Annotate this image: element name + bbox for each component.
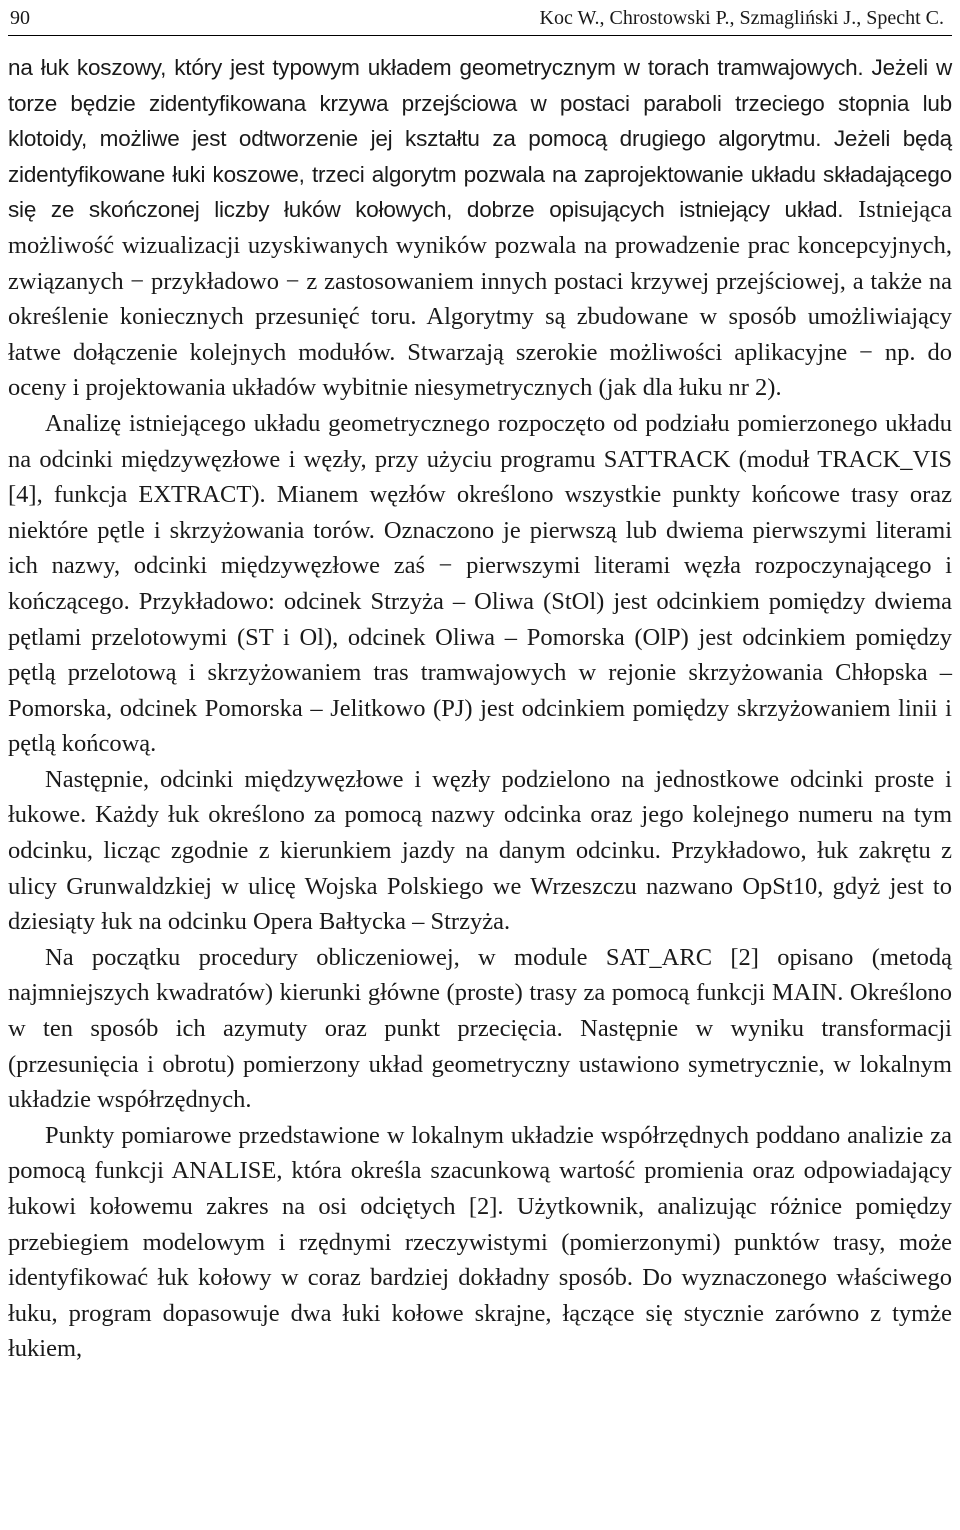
page-number: 90	[10, 7, 30, 29]
paragraph-1-sans-segment: na łuk koszowy, który jest typowym układem geometrycznym w torach tramwajowych. Jeżeli w torze będzie zidentyfikowana krzywa przejściowa w postaci paraboli trzeciego stopnia lub klotoidy, możliwe jest odtworzenie jej kształtu za pomocą drugiego algorytmu. Jeżeli będą zidentyfikowane łuki koszowe, trzeci algorytm pozwala na zaprojektowanie układu składającego się ze skończonej liczby łuków kołowych, dobrze opisujących istniejący układ.	[8, 55, 952, 223]
paragraph-1	[8, 50, 952, 406]
paragraph-1-serif-segment: Istniejąca możliwość wizualizacji uzyskiwanych wyników pozwala na prowadzenie prac koncepcyjnych, związanych − przykładowo − z zastosowaniem innych postaci krzywej przejściowej, a także na określenie koniecznych przesunięć toru. Algorytmy są zbudowane w sposób umożliwiający łatwe dołączenie kolejnych modułów. Stwarzają szerokie możliwości aplikacyjne − np. do oceny i projektowania układów wybitnie niesymetrycznych (jak dla łuku nr 2).	[8, 196, 952, 402]
document-page	[8, 0, 952, 1367]
paragraph-2: Analizę istniejącego układu geometrycznego rozpoczęto od podziału pomierzonego układu na odcinki międzywęzłowe i węzły, przy użyciu programu SATTRACK (moduł TRACK_VIS [4], funkcja EXTRACT). Mianem węzłów określono wszystkie punkty końcowe trasy oraz niektóre pętle i skrzyżowania torów. Oznaczono je pierwszą lub dwiema pierwszymi literami ich nazwy, odcinki międzywęzłowe zaś − pierwszymi literami węzła rozpoczynającego i kończącego. Przykładowo: odcinek Strzyża – Oliwa (StOl) jest odcinkiem pomiędzy dwiema pętlami przelotowymi (ST i Ol), odcinek Oliwa – Pomorska (OlP) jest odcinkiem pomiędzy pętlą przelotową i skrzyżowaniem tras tramwajowych w rejonie skrzyżowania Chłopska – Pomorska, odcinek Pomorska – Jelitkowo (PJ) jest odcinkiem pomiędzy skrzyżowaniem linii i pętlą końcową.	[8, 409, 952, 758]
running-header-authors: Koc W., Chrostowski P., Szmagliński J., Specht C.	[539, 7, 944, 29]
paragraph-3: Następnie, odcinki międzywęzłowe i węzły podzielono na jednostkowe odcinki proste i łukowe. Każdy łuk określono za pomocą nazwy odcinka oraz jego kolejnego numeru na tym odcinku, licząc zgodnie z kierunkiem jazdy na danym odcinku. Przykładowo, łuk zakrętu z ulicy Grunwaldzkiej w ulicę Wojska Polskiego we Wrzeszczu nazwano OpSt10, gdyż jest to dziesiąty łuk na odcinku Opera Bałtycka – Strzyża.	[8, 765, 952, 936]
body-text	[8, 50, 952, 1367]
running-header	[8, 0, 952, 36]
paragraph-4: Na początku procedury obliczeniowej, w module SAT_ARC [2] opisano (metodą najmniejszych kwadratów) kierunki główne (proste) trasy za pomocą funkcji MAIN. Określono w ten sposób ich azymuty oraz punkt przecięcia. Następnie w wyniku transformacji (przesunięcia i obrotu) pomierzony układ geometryczny ustawiono symetrycznie, w lokalnym układzie współrzędnych.	[8, 943, 952, 1114]
paragraph-5: Punkty pomiarowe przedstawione w lokalnym układzie współrzędnych poddano analizie za pomocą funkcji ANALISE, która określa szacunkową wartość promienia oraz odpowiadający łukowi kołowemu zakres na osi odciętych [2]. Użytkownik, analizując różnice pomiędzy przebiegiem modelowym i rzędnymi rzeczywistymi (pomierzonymi) punktów trasy, może identyfikować łuk kołowy w coraz bardziej dokładny sposób. Do wyznaczonego właściwego łuku, program dopasowuje dwa łuki kołowe skrajne, łączące się stycznie zarówno z tymże łukiem,	[8, 1121, 952, 1363]
